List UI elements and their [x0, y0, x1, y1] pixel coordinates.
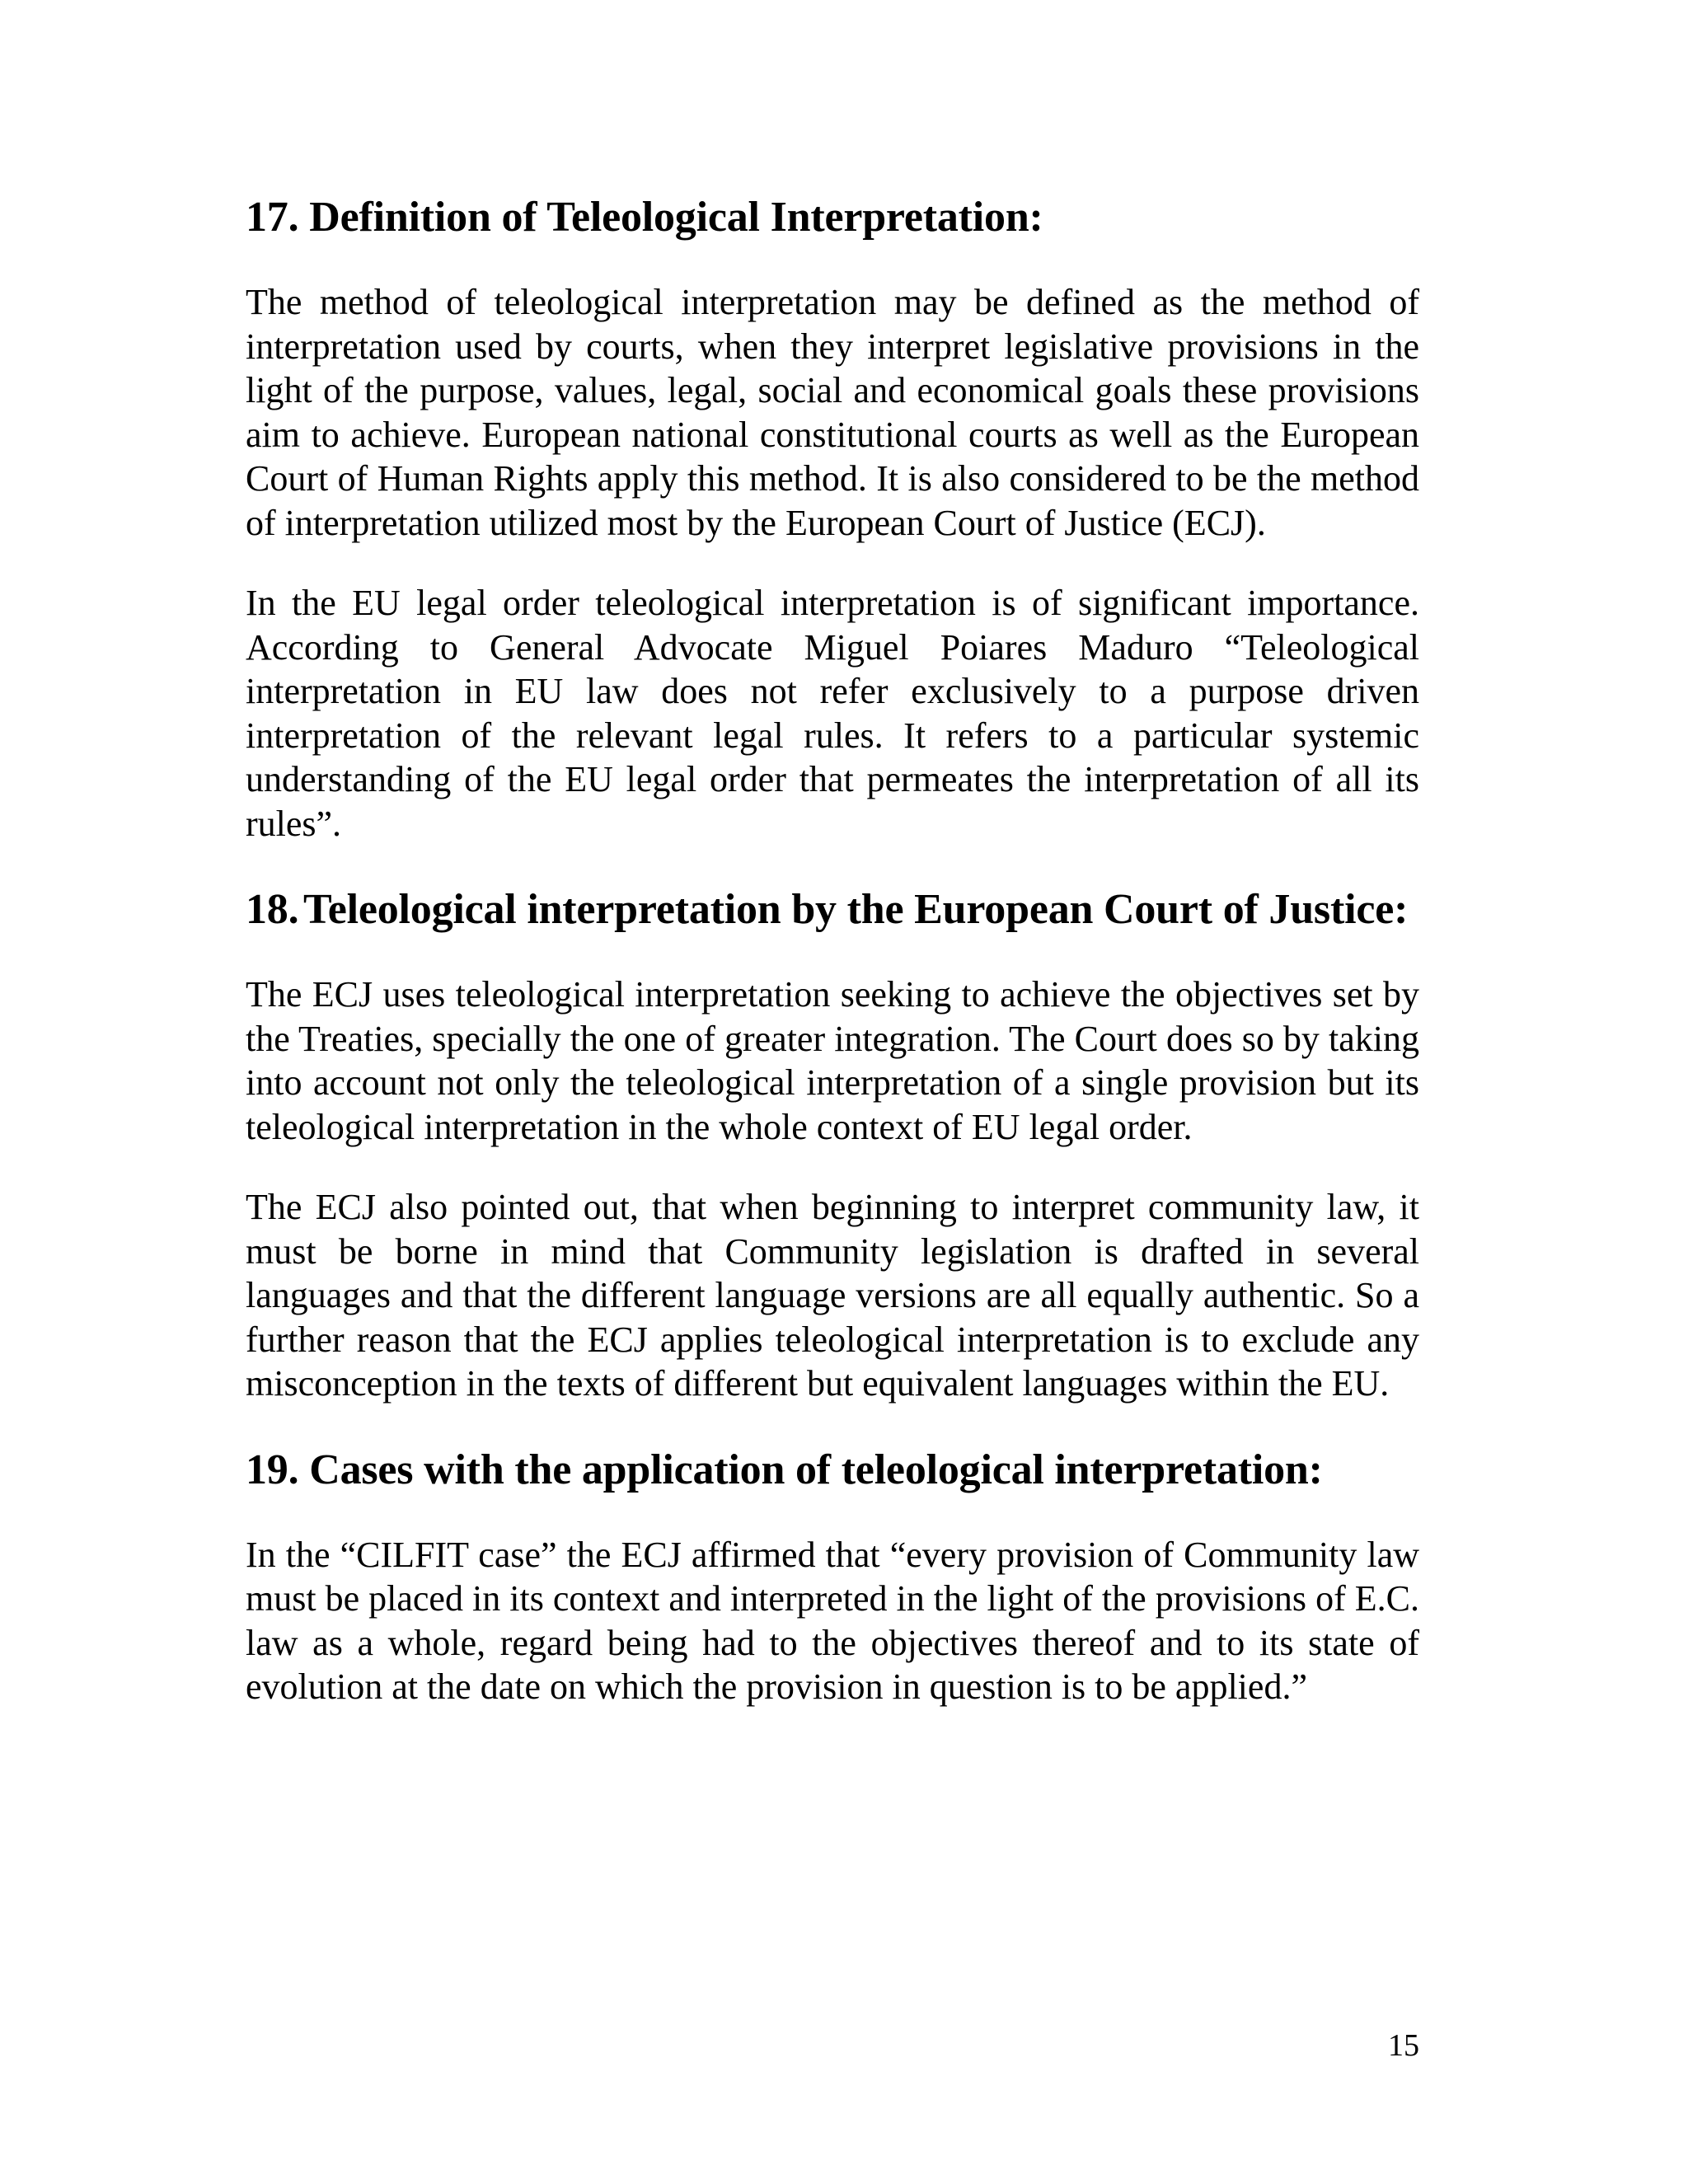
section-17-heading [246, 191, 1419, 244]
section-17-title: Definition of Teleological Interpretation: [309, 194, 1043, 241]
section-17-paragraph-2: In the EU legal order teleological interpretation is of significant importance. According to General Advocate Miguel Poiares Maduro “Teleological interpretation in EU law does not refer exclusively to a purpose driven interpretation of the relevant legal rules. It refers to a particular systemic understanding of the EU legal order that permeates the interpretation of all its rules”. [246, 583, 1419, 844]
section-18-paragraph-1: The ECJ uses teleological interpretation seeking to achieve the objectives set by the Treaties, specially the one of greater integration. The Court does so by taking into account not only the teleological interpretation of a single provision but its teleological interpretation in the whole context of EU legal order. [246, 974, 1419, 1147]
section-17-paragraph-1: The method of teleological interpretation may be defined as the method of interpretation used by courts, when they interpret legislative provisions in the light of the purpose, values, legal, social and economical goals these provisions aim to achieve. European national constitutional courts as well as the European Court of Human Rights apply this method. It is also considered to be the method of interpretation utilized most by the European Court of Justice (ECJ). [246, 282, 1419, 543]
section-18-heading [246, 883, 1419, 936]
section-17-number: 17. [246, 194, 299, 241]
section-19-number: 19. [246, 1446, 299, 1493]
section-18-number: 18. [246, 886, 299, 933]
page-content [246, 191, 1419, 1709]
section-18-title: Teleological interpretation by the European Court of Justice: [303, 886, 1409, 933]
section-19-paragraph-1: In the “CILFIT case” the ECJ affirmed that “every provision of Community law must be placed in its context and interpreted in the light of the provisions of E.C. law as a whole, regard being had to the objectives thereof and to its state of evolution at the date on which the provision in question is to be applied.” [246, 1534, 1419, 1707]
section-19-heading [246, 1444, 1419, 1497]
section-18-paragraph-2: The ECJ also pointed out, that when beginning to interpret community law, it must be borne in mind that Community legislation is drafted in several languages and that the different language versions are all equally authentic. So a further reason that the ECJ applies teleological interpretation is to exclude any misconception in the texts of different but equivalent languages within the EU. [246, 1187, 1419, 1404]
page-number: 15 [1388, 2028, 1419, 2063]
section-19-title: Cases with the application of teleological interpretation: [309, 1446, 1323, 1493]
